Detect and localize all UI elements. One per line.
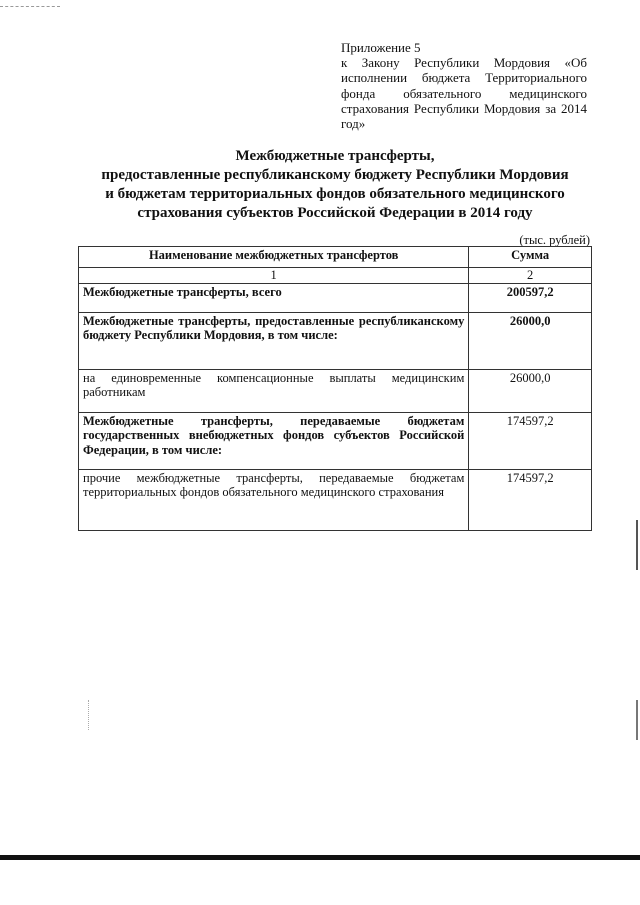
row-name: Межбюджетные трансферты, всего (79, 283, 469, 312)
scan-artifact-bottom-bar (0, 855, 640, 860)
title-line-2: предоставленные республиканскому бюджету Республики Мордовия (101, 167, 569, 183)
table-header-row (79, 247, 592, 268)
table-row (79, 312, 592, 369)
scan-artifact-right-edge (634, 0, 640, 905)
units-label: (тыс. рублей) (519, 233, 590, 247)
title-line-4: страхования субъектов Российской Федерации в 2014 году (137, 205, 533, 221)
table-row (79, 412, 592, 469)
scan-artifact-segment (636, 700, 638, 740)
row-sum: 174597,2 (469, 469, 592, 530)
scan-artifact-mark (88, 700, 90, 730)
table-row (79, 283, 592, 312)
header-sum: Сумма (469, 247, 592, 268)
row-sum: 174597,2 (469, 412, 592, 469)
row-name: Межбюджетные трансферты, передаваемые бюджетам государственных внебюджетных фондов субъектов Российской Федерации, в том числе: (79, 412, 469, 469)
appendix-number: Приложение 5 (341, 40, 421, 55)
appendix-note (341, 40, 587, 131)
row-name: прочие межбюджетные трансферты, передаваемые бюджетам территориальных фондов обязательного медицинского страхования (79, 469, 469, 530)
row-sum: 200597,2 (469, 283, 592, 312)
column-number-name: 1 (79, 268, 469, 284)
row-sum: 26000,0 (469, 369, 592, 412)
table-row (79, 369, 592, 412)
row-name: Межбюджетные трансферты, предоставленные республиканскому бюджету Республики Мордовия, в том числе: (79, 312, 469, 369)
title-line-3: и бюджетам территориальных фондов обязательного медицинского (105, 186, 565, 202)
column-number-sum: 2 (469, 268, 592, 284)
scan-artifact-segment (636, 520, 638, 570)
header-name: Наименование межбюджетных трансфертов (79, 247, 469, 268)
column-number-row (79, 268, 592, 284)
appendix-text: к Закону Республики Мордовия «Об исполнении бюджета Территориального фонда обязательного медицинского страхования Республики Мордовия за 2014 год» (341, 55, 587, 132)
scan-artifact-top (0, 6, 60, 7)
document-title (70, 147, 600, 223)
row-name: на единовременные компенсационные выплаты медицинским работникам (79, 369, 469, 412)
transfers-table (78, 246, 592, 531)
title-line-1: Межбюджетные трансферты, (235, 148, 435, 164)
row-sum: 26000,0 (469, 312, 592, 369)
table-row (79, 469, 592, 530)
